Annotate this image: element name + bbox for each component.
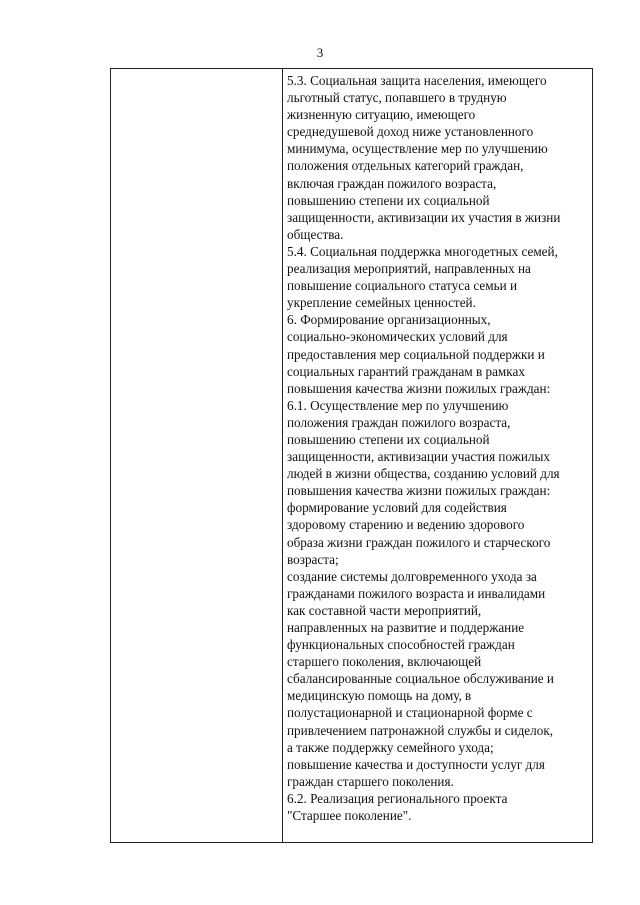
text-line: социально-экономических условий для [287,329,508,345]
text-line: повышение социального статуса семьи и [287,278,518,294]
text-line: жизненную ситуацию, имеющего [287,107,476,123]
text-line: льготный статус, попавшего в трудную [287,90,507,106]
text-line: медицинскую помощь на дому, в [287,688,472,704]
text-line: положения отдельных категорий граждан, [287,158,524,174]
text-line: положения граждан пожилого возраста, [287,414,511,430]
text-line: реализация мероприятий, направленных на [287,261,531,277]
text-line: 5.3. Социальная защита населения, имеющего [287,73,547,88]
text-line: повышению степени их социальной [287,192,490,208]
text-line: укрепление семейных ценностей. [287,295,476,311]
table-left-cell [111,69,283,842]
text-line: повышения качества жизни пожилых граждан: [287,380,551,396]
text-line: создание системы долговременного ухода за [287,568,537,584]
text-line: направленных на развитие и поддержание [287,620,525,635]
text-line: общества. [287,226,344,242]
table-right-cell [283,69,592,824]
text-line: здоровому старению и ведению здорового [287,517,525,533]
text-line: включая граждан пожилого возраста, [287,175,497,191]
text-line: среднедушевой доход ниже установленного [287,124,534,140]
text-line: сбалансированные социальное обслуживание и [287,671,554,687]
text-line: социальных гарантий гражданам в рамках [287,363,525,379]
text-line: старшего поколения, включающей [287,654,482,670]
text-line: людей в жизни общества, созданию условий для [287,466,560,482]
text-line: 5.4. Социальная поддержка многодетных семей, [287,243,558,259]
text-line: минимума, осуществление мер по улучшению [287,141,548,157]
text-line: а также поддержку семейного ухода; [287,739,494,755]
text-line: граждан старшего поколения. [287,773,454,789]
text-line: 6.2. Реализация регионального проекта [287,790,508,806]
text-line: 6. Формирование организационных, [287,312,491,328]
text-line: возраста; [287,551,339,567]
text-line: 6.1. Осуществление мер по улучшению [287,397,509,413]
text-line: полустационарной и стационарной форме с [287,705,533,721]
text-line: защищенности, активизации их участия в жизни [287,209,561,225]
text-line: формирование условий для содействия [287,500,507,516]
text-line: функциональных способностей граждан [287,637,515,653]
text-line: привлечением патронажной службы и сиделок, [287,722,554,738]
text-line: повышения качества жизни пожилых граждан: [287,483,551,499]
text-line: "Старшее поколение". [287,808,412,824]
page-number: 3 [316,45,324,60]
text-line: повышение качества и доступности услуг для [287,756,545,772]
text-line: предоставления мер социальной поддержки и [287,346,545,362]
document-table [110,68,593,843]
text-line: образа жизни граждан пожилого и старческого [287,534,551,550]
text-line: гражданами пожилого возраста и инвалидами [287,585,546,601]
text-line: повышению степени их социальной [287,431,490,447]
text-line: защищенности, активизации участия пожилых [287,449,550,465]
text-line: как составной части мероприятий, [287,602,482,618]
